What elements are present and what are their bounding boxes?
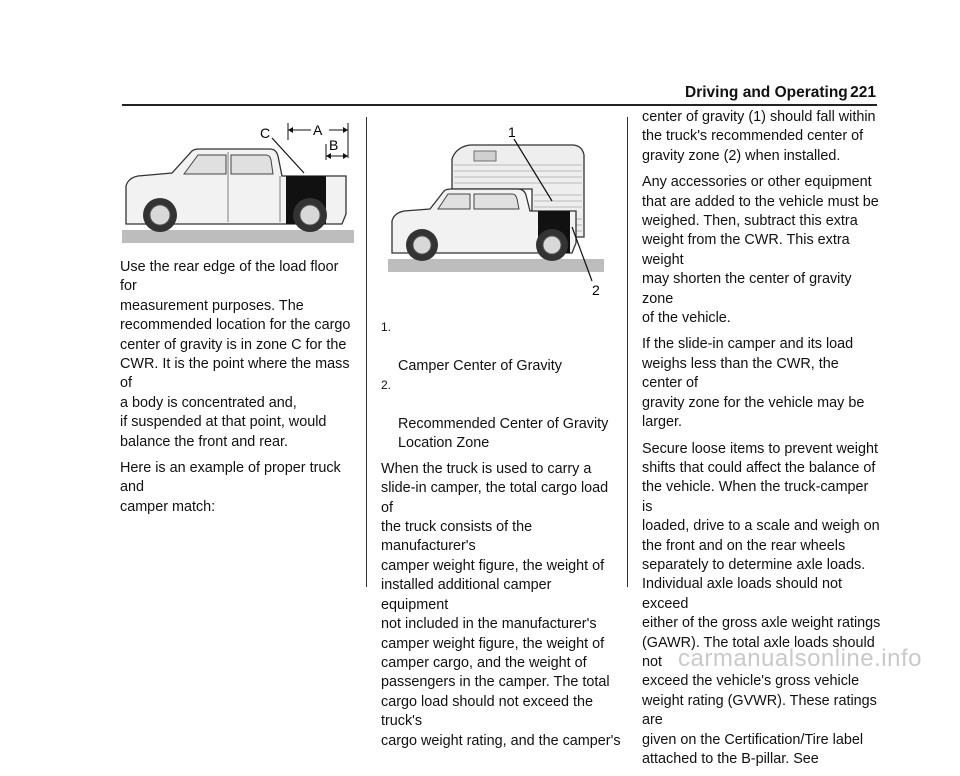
paragraph: Any accessories or other equipment that are added to the vehicle must be weighed. Then, subtract this extra weight from the CWR. This extra weight may shorten the center of gravity zone of the vehicle.	[642, 174, 879, 327]
paragraph: Here is an example of proper truck and camper match:	[120, 460, 341, 515]
ground	[122, 230, 354, 243]
column-1	[120, 258, 358, 524]
legend-item	[381, 376, 621, 454]
label-b: B	[329, 137, 339, 153]
legend-text: Camper Center of Gravity	[398, 357, 562, 374]
watermark: carmanualsonline.info	[678, 645, 922, 672]
running-header	[685, 84, 876, 106]
paragraph: If the slide-in camper and its load weighs less than the CWR, the center of gravity zone for the vehicle may be larger.	[642, 336, 865, 431]
column-divider-1	[366, 117, 367, 587]
figure-legend	[381, 318, 621, 454]
paragraph: center of gravity (1) should fall within the truck's recommended center of gravity zone (2) when installed.	[642, 109, 876, 164]
legend-number: 1.	[381, 320, 392, 334]
ground	[388, 259, 604, 272]
truck-cargo-zone-illustration	[120, 118, 356, 248]
column-divider-2	[627, 117, 628, 587]
legend-text: Recommended Center of Gravity Location Zone	[398, 416, 609, 452]
column-2	[381, 318, 621, 758]
legend-item	[381, 318, 621, 376]
paragraph: Use the rear edge of the load floor for measurement purposes. The recommended location for the cargo center of gravity is in zone C for the CWR. It is the point where the mass of a body is concentrated and, if suspended at that point, would balance the front and rear.	[120, 259, 351, 450]
label-2: 2	[592, 282, 600, 297]
legend-number: 2.	[381, 378, 392, 393]
label-1: 1	[508, 125, 516, 140]
page-number: 221	[850, 84, 876, 101]
label-a: A	[313, 122, 323, 138]
label-c: C	[260, 125, 271, 141]
section-title: Driving and Operating	[685, 84, 848, 101]
header-rule	[122, 104, 877, 106]
paragraph: Secure loose items to prevent weight shifts that could affect the balance of the vehicle. When the truck-camper is loaded, drive to a scale and weigh on the front and on the rear wheels separately to determine axle loads. Individual axle loads should not exceed either of the gross axle weight ratings (GAWR). The total axle loads should not exceed the vehicle's gross vehicle weight rating (GVWR). These ratings are given on the Certification/Tire label attached to the B-pillar. See	[642, 440, 881, 767]
column-3	[642, 108, 882, 776]
paragraph: When the truck is used to carry a slide-in camper, the total cargo load of the truck consists of the manufacturer's camper weight figure, the weight of installed additional camper equipment not included in the manufacturer's camper weight figure, the weight of camper cargo, and the weight of passengers in the camper. The total cargo load should not exceed the truck's cargo weight rating, and the camper's	[381, 460, 621, 749]
truck-camper-illustration	[386, 125, 608, 297]
